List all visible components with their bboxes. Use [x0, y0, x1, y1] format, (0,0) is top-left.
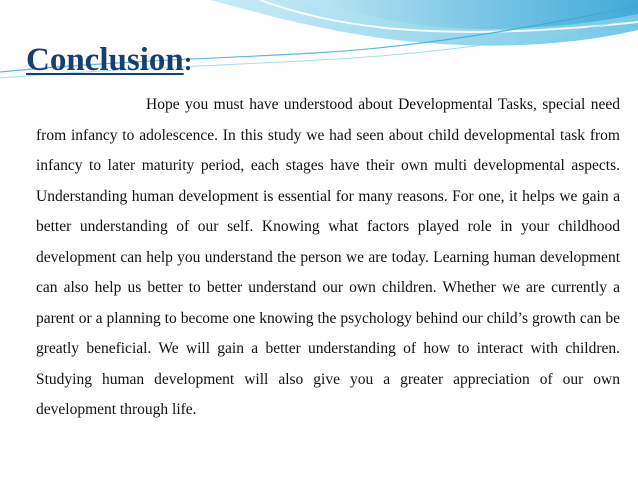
title-text: Conclusion — [26, 42, 184, 78]
title-colon: : — [183, 47, 193, 76]
slide-title — [26, 40, 192, 82]
conclusion-paragraph: Hope you must have understood about Developmental Tasks, special need from infancy to adolescence. In this study we had seen about child developmental task from infancy to later maturity period, each stages have their own multi developmental aspects. Understanding human development is essential for many reasons. For one, it helps we gain a better understanding of our self. Knowing what factors played role in your childhood development can help you understand the person we are today. Learning human development can also help us better to better understand our own children. Whether we are currently a parent or a planning to become one knowing the psychology behind our child’s growth can be greatly beneficial. We will gain a better understanding of how to interact with children. Studying human development will also give you a greater appreciation of our own development through life. — [36, 96, 620, 418]
